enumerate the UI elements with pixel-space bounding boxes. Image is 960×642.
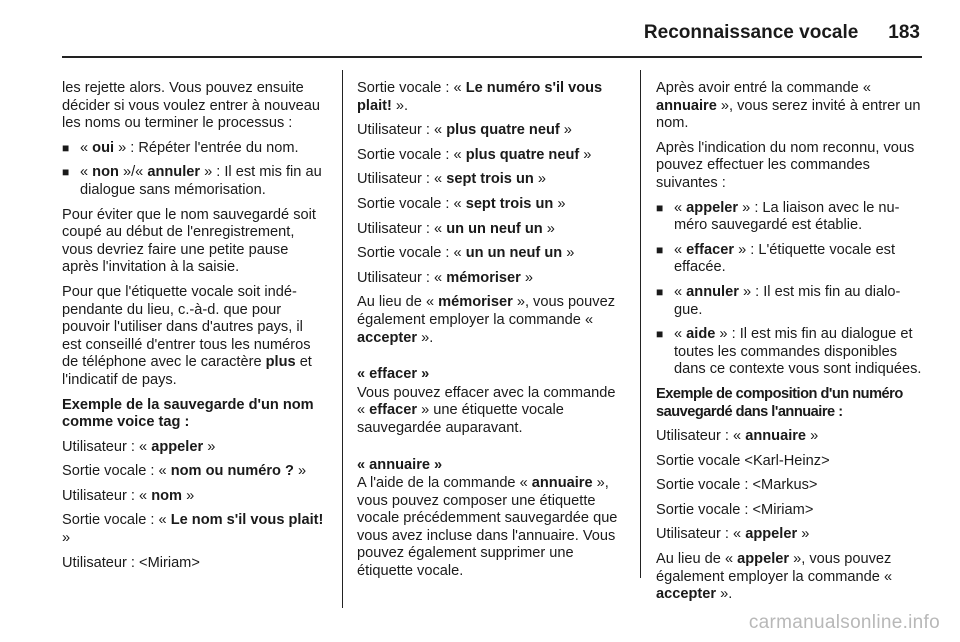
paragraph-pour-que: Pour que l'étiquette vocale soit indépendante du lieu, c.-à-d. que pour pouvoir l'utiliser dans d'autres pays, il est conseillé d'entrer tous les numéros de téléphone avec le caractère plus et l'indicatif de pays. — [62, 283, 312, 388]
dialog-line: Utilisateur : « un un neuf un » — [357, 220, 555, 237]
column-divider-2 — [640, 70, 641, 578]
paragraph-intro: les rejette alors. Vous pouvez ensuite décider si vous voulez entrer à nouveau les noms ou terminer le processus : — [62, 80, 320, 132]
heading-annuaire: « annuaire » — [357, 456, 443, 473]
dialog-line: Utilisateur : « sept trois un » — [357, 171, 546, 188]
column-1 — [62, 80, 326, 579]
dialog-line: Sortie vocale : « nom ou numéro ? » — [62, 463, 307, 480]
column-3 — [656, 80, 922, 611]
dialog-line: Sortie vocale : « sept trois un » — [357, 195, 566, 212]
dialog-line: Sortie vocale : <Miriam> — [656, 501, 814, 518]
paragraph-apres: Après avoir entré la commande « annuaire », vous serez invité à entrer un nom. — [656, 80, 921, 132]
bullet-appeler: ■ « appeler » : La liaison avec le numéro sauvegardé est établie. — [656, 200, 922, 235]
bullet-aide: ■ « aide » : Il est mis fin au dialogue et toutes les commandes disponibles dans ce contexte vous sont indiquées. — [656, 326, 922, 379]
dialog-line: Sortie vocale <Karl-Heinz> — [656, 452, 830, 469]
bullet-effacer: ■ « effacer » : L'étiquette vocale est effacée. — [656, 242, 922, 277]
dialog-line: Sortie vocale : <Markus> — [656, 477, 818, 494]
column-2 — [357, 80, 623, 588]
page-number: 183 — [888, 22, 920, 43]
dialog-line: Utilisateur : « appeler » — [62, 438, 216, 455]
example-heading: Exemple de la sauvegarde d'un nom comme voice tag : — [62, 396, 314, 431]
dialog-line: Utilisateur : « plus quatre neuf » — [357, 122, 572, 139]
paragraph-eviter: Pour éviter que le nom sauvegardé soit coupé au début de l'enregistrement, vous devriez faire une petite pause après l'invitation à la saisie. — [62, 206, 316, 276]
page-header — [640, 18, 920, 48]
dialog-line: Utilisateur : « nom » — [62, 487, 195, 504]
bullet-oui: ■ « oui » : Répéter l'entrée du nom. — [62, 140, 326, 158]
dialog-line: Utilisateur : <Miriam> — [62, 554, 200, 571]
bullet-annuler: ■ « annuler » : Il est mis fin au dialogue. — [656, 284, 922, 319]
dialog-line: Utilisateur : « annuaire » — [656, 428, 819, 445]
dialog-line: Sortie vocale : « un un neuf un » — [357, 245, 575, 262]
dialog-line: Utilisateur : « appeler » — [656, 526, 810, 543]
dialog-line: Sortie vocale : « Le numéro s'il vous plait! ». — [357, 80, 603, 114]
column-divider-1 — [342, 70, 343, 608]
header-rule — [62, 56, 922, 58]
paragraph-indication: Après l'indication du nom reconnu, vous pouvez effectuer les commandes suivantes : — [656, 139, 915, 191]
section-title: Reconnaissance vocale — [643, 22, 859, 43]
paragraph-annuaire: A l'aide de la commande « annuaire », vous pouvez composer une étiquette vocale précédemment sauvegardée que vous avez incluse dans l'annuaire. Vous pouvez également supprimer une étiquette vocale. — [357, 475, 618, 580]
dialog-line: Utilisateur : « mémoriser » — [357, 269, 534, 286]
dialog-line: Sortie vocale : « Le nom s'il vous plait! » — [62, 512, 324, 547]
bullet-non-annuler: ■ « non »/« annuler » : Il est mis fin au dialogue sans mémorisation. — [62, 164, 326, 199]
paragraph-au-lieu: Au lieu de « appeler », vous pouvez également employer la commande « accepter ». — [656, 551, 893, 603]
paragraph-au-lieu: Au lieu de « mémoriser », vous pouvez également employer la commande « accepter ». — [357, 294, 616, 346]
watermark: carmanualsonline.info — [748, 612, 940, 633]
paragraph-effacer: Vous pouvez effacer avec la commande « effacer » une étiquette vocale sauvegardée auparavant. — [357, 384, 616, 436]
example-heading: Exemple de composition d'un numéro sauvegardé dans l'annuaire : — [656, 385, 903, 420]
heading-effacer: « effacer » — [357, 366, 430, 383]
dialog-line: Sortie vocale : « plus quatre neuf » — [357, 146, 592, 163]
